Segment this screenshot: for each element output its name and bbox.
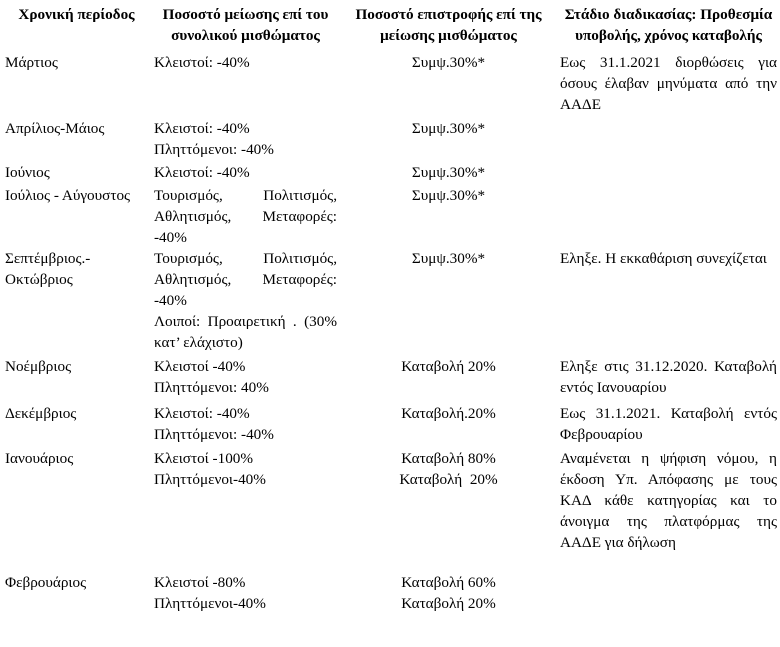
refund-cell [339, 248, 558, 356]
reduction-line: Πληττόμενοι: -40% [154, 141, 274, 158]
reduction-line: Πληττόμενοι-40% [154, 471, 266, 488]
reduction-line: Κλειστοί: -40% [154, 405, 250, 422]
stage-cell [558, 403, 779, 448]
stage-line: Αναμένεται η ψήφιση νόμου, η έκδοση Υπ. Απόφασης με τους ΚΑΔ κάθε κατηγορίας και το άνοιγμα της πλατφόρμας της ΑΑΔΕ για δήλωση [560, 450, 777, 551]
reduction-line: Κλειστοί -100% [154, 450, 254, 467]
reduction-cell [152, 448, 339, 572]
period-cell: Φεβρουάριος [5, 574, 87, 591]
reduction-line: Τουρισμός, Πολιτισμός, Αθλητισμός, Μεταφορές: -40% [154, 250, 337, 309]
reduction-line: Κλειστοί: -40% [154, 164, 250, 181]
stage-cell [558, 572, 779, 616]
period-cell: Ιούλιος - Αύγουστος [5, 187, 131, 204]
stage-cell [558, 356, 779, 403]
table-row [1, 162, 779, 185]
table-row [1, 572, 779, 616]
period-cell: Σεπτέμβριος.-Οκτώβριος [5, 250, 91, 288]
stage-cell [558, 185, 779, 248]
refund-line: Καταβολή 20% [399, 471, 498, 488]
refund-line: Καταβολή 60% [401, 574, 496, 591]
refund-cell [339, 185, 558, 248]
refund-cell [339, 448, 558, 572]
table-row [1, 185, 779, 248]
header-period: Χρονική περίοδος [18, 6, 135, 23]
stage-cell [558, 162, 779, 185]
header-reduction: Ποσοστό μείωσης επί του συνολικού μισθώματος [162, 6, 329, 44]
period-cell: Μάρτιος [5, 54, 58, 71]
header-refund: Ποσοστό επιστροφής επί της μείωσης μισθώματος [355, 6, 542, 44]
stage-cell [558, 248, 779, 356]
refund-line: Συμψ.30%* [411, 164, 486, 181]
stage-line: Εληξε στις 31.12.2020. Καταβολή εντός Ιανουαρίου [560, 358, 777, 396]
period-cell: Απρίλιος-Μάιος [5, 120, 105, 137]
period-cell: Ιανουάριος [5, 450, 74, 467]
stage-line: Εως 31.1.2021. Καταβολή εντός Φεβρουαρίου [560, 405, 777, 443]
reduction-cell [152, 162, 339, 185]
stage-cell [558, 448, 779, 572]
refund-line: Συμψ.30%* [411, 54, 486, 71]
period-cell: Νοέμβριος [5, 358, 72, 375]
table-row [1, 356, 779, 403]
reduction-line: Τουρισμός, Πολιτισμός, Αθλητισμός, Μεταφορές: -40% [154, 187, 337, 246]
table-row [1, 403, 779, 448]
refund-cell [339, 118, 558, 162]
table-row [1, 248, 779, 356]
refund-line: Συμψ.30%* [411, 250, 486, 267]
rent-reduction-table [1, 0, 779, 616]
reduction-cell [152, 356, 339, 403]
refund-line: Καταβολή.20% [401, 405, 496, 422]
reduction-line: Λοιποί: Προαιρετική . (30% κατ’ ελάχιστο) [154, 313, 337, 351]
refund-cell [339, 162, 558, 185]
refund-cell [339, 356, 558, 403]
reduction-cell [152, 50, 339, 118]
reduction-line: Κλειστοί: -40% [154, 54, 250, 71]
stage-line: Εληξε. Η εκκαθάριση συνεχίζεται [560, 250, 767, 267]
table-row [1, 118, 779, 162]
refund-cell [339, 50, 558, 118]
reduction-cell [152, 118, 339, 162]
stage-cell [558, 50, 779, 118]
reduction-cell [152, 403, 339, 448]
stage-cell [558, 118, 779, 162]
table-row [1, 50, 779, 118]
refund-line: Καταβολή 20% [401, 358, 496, 375]
reduction-cell [152, 572, 339, 616]
reduction-line: Κλειστοί -80% [154, 574, 246, 591]
reduction-line: Πληττόμενοι: 40% [154, 379, 269, 396]
refund-line: Συμψ.30%* [411, 187, 486, 204]
reduction-line: Πληττόμενοι-40% [154, 595, 266, 612]
refund-line: Καταβολή 20% [401, 595, 496, 612]
refund-line: Συμψ.30%* [411, 120, 486, 137]
stage-line: Εως 31.1.2021 διορθώσεις για όσους έλαβαν μηνύματα από την ΑΑΔΕ [560, 54, 777, 113]
period-cell: Δεκέμβριος [5, 405, 77, 422]
header-row [1, 0, 779, 50]
reduction-line: Κλειστοί -40% [154, 358, 246, 375]
refund-line: Καταβολή 80% [401, 450, 496, 467]
reduction-line: Πληττόμενοι: -40% [154, 426, 274, 443]
reduction-line: Κλειστοί: -40% [154, 120, 250, 137]
period-cell: Ιούνιος [5, 164, 50, 181]
reduction-cell [152, 185, 339, 248]
table-row [1, 448, 779, 572]
reduction-cell [152, 248, 339, 356]
refund-cell [339, 403, 558, 448]
refund-cell [339, 572, 558, 616]
header-stage: Στάδιο διαδικασίας: Προθεσμία υποβολής, χρόνος καταβολής [564, 6, 773, 44]
